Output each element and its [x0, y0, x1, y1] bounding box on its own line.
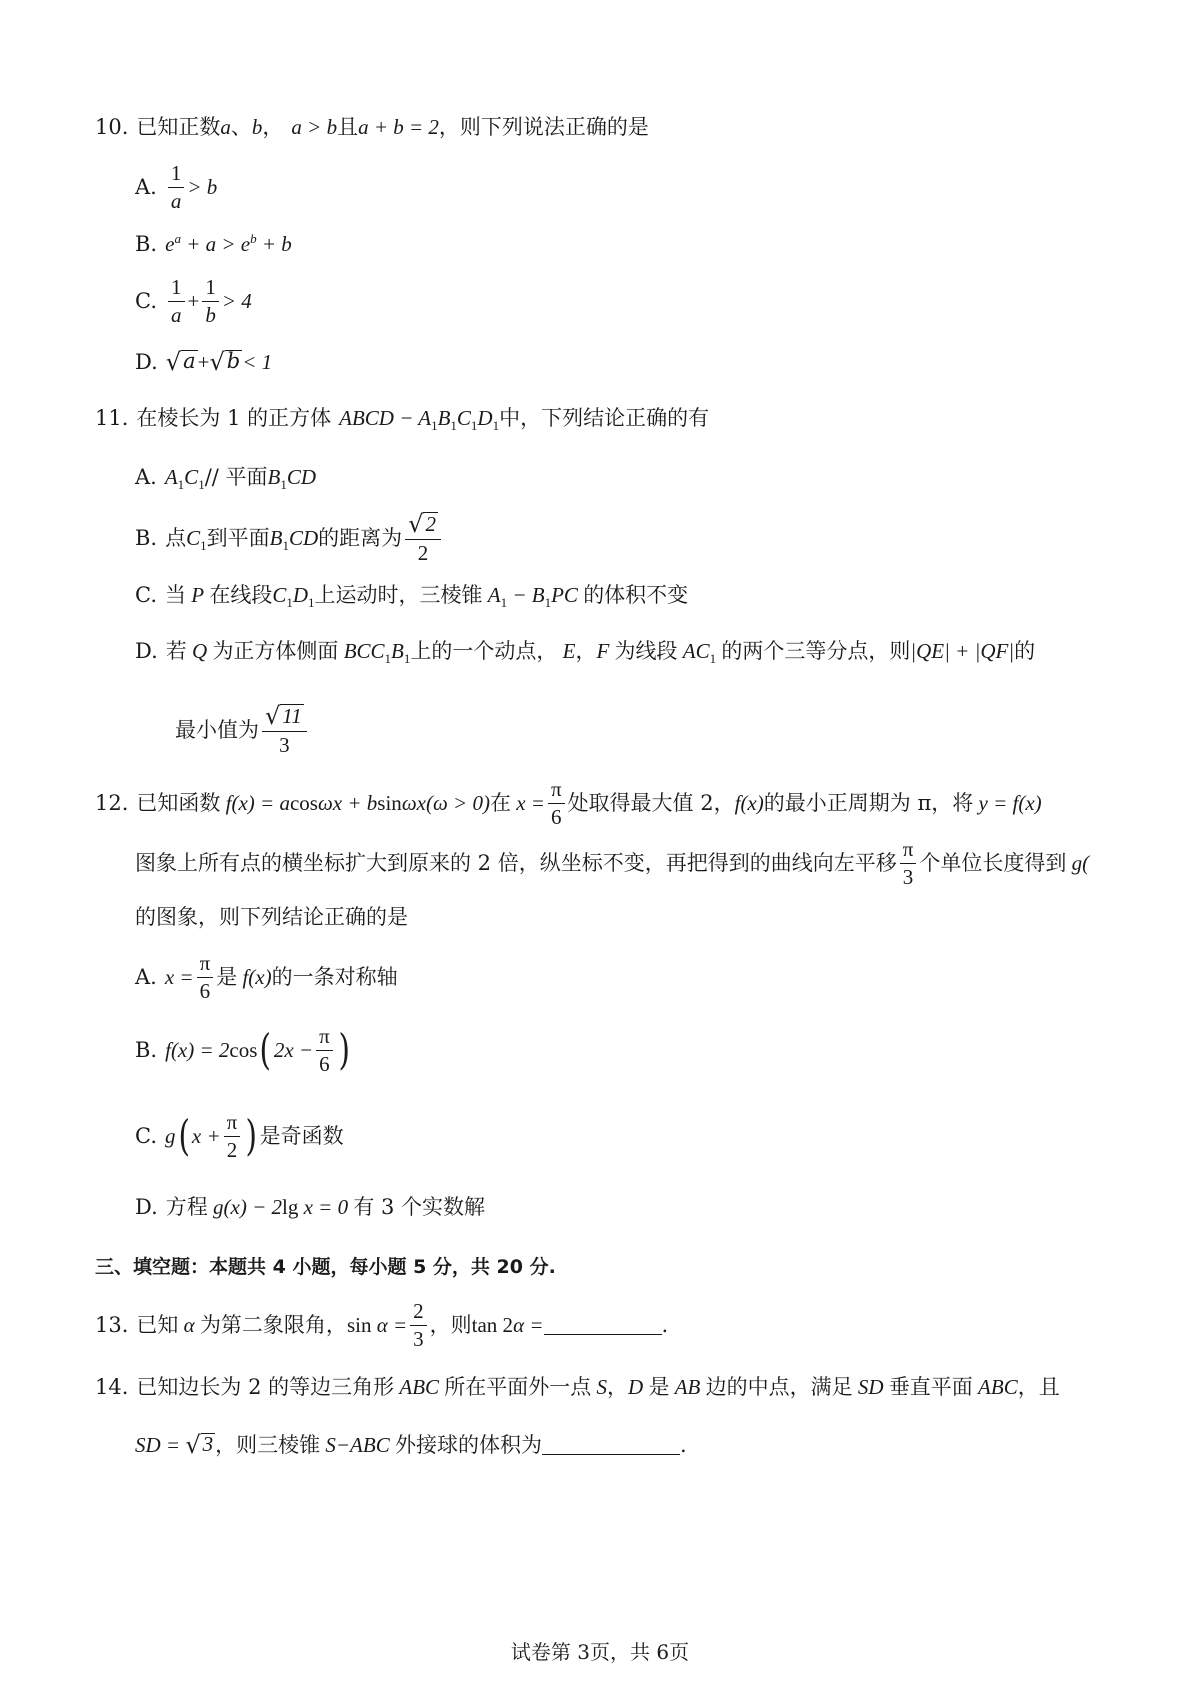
fraction: $\frac{1}{a}$: [168, 162, 185, 211]
q13: 13. 已知 α 为第二象限角， sin α = $\frac{2}{3}$ ，则 tan 2 α = .: [95, 1299, 669, 1351]
q10-option-b: B. $e^a + a > e^b + b$: [135, 230, 292, 256]
page-footer: 试卷第 3页，共 6页: [510, 1640, 690, 1664]
q10-option-a: A. $\frac{1}{a}$ > b: [135, 161, 218, 213]
q12-option-a: A. x = $\frac{\pi}{6}$ 是 f(x) 的一条对称轴: [135, 951, 398, 1003]
q11-option-d-line2: 最小值为 √ 11 3: [175, 700, 310, 760]
section-heading: 三、填空题：本题共 4 小题，每小题 5 分，共 20 分.: [95, 1255, 556, 1278]
q10-stem: 10. 已知正数 a 、 b ， a > b 且 a + b = 2 ，则下列说法正确的是: [95, 114, 649, 139]
q14-line1: 14. 已知边长为 2 的等边三角形 ABC 所在平面外一点 S ， D 是 AB 边的中点，满足 SD 垂直平面 ABC ，且: [95, 1374, 1060, 1399]
answer-blank[interactable]: [544, 1316, 662, 1335]
q10-option-d: D. √ a + √ b < 1: [135, 348, 273, 376]
q12-option-d: D. 方程 g(x) − 2 lg x = 0 有 3 个实数解: [135, 1194, 486, 1219]
q12-option-c: C. g ( x + $\frac{\pi}{2}$ ) 是奇函数: [135, 1110, 344, 1162]
q11-option-c: C. 当 P 在线段 $C_1D_1$ 上运动时，三棱锥 $A_1 - B_1PC$ 的体积不变: [135, 582, 689, 610]
q12-stem-line1: 12. 已知函数 f(x) = a cos ωx + b sin ωx(ω > 0) 在 x = $\frac{\pi}{6}$ 处取得最大值 2， f(x) 的最小正周期为 π，将 y = f(x): [95, 777, 1042, 829]
q11-option-b: B. 点 $C_1$ 到平面 $B_1CD$ 的距离为 √ 2 2: [135, 510, 444, 566]
q11-stem: 11. 在棱长为 1 的正方体 ABCD − $A_1B_1C_1D_1$ 中，下列结论正确的有: [95, 405, 710, 433]
q12-stem-line2: 图象上所有点的横坐标扩大到原来的 2 倍，纵坐标不变，再把得到的曲线向左平移 $\frac{\pi}{3}$ 个单位长度得到 g(: [135, 837, 1090, 889]
q10-number: 10.: [95, 114, 129, 139]
q12-stem-line3: 的图象，则下列结论正确的是: [135, 904, 408, 929]
q10-option-c: C. $\frac{1}{a}$ + $\frac{1}{b}$ > 4: [135, 275, 252, 327]
answer-blank[interactable]: [542, 1436, 680, 1455]
q11-option-a: A. $A_1C_1$ // 平面 $B_1CD$: [135, 464, 317, 492]
q14-line2: SD = √ 3 ，则三棱锥 S−ABC 外接球的体积为 .: [135, 1431, 687, 1459]
q12-option-b: B. f(x) = 2 cos ( 2x − $\frac{\pi}{6}$ ): [135, 1024, 350, 1076]
q11-option-d: D. 若 Q 为正方体侧面 $BCC_1B_1$ 上的一个动点， E ， F 为线段 $AC_1$ 的两个三等分点，则 |QE| + |QF| 的: [135, 638, 1036, 666]
